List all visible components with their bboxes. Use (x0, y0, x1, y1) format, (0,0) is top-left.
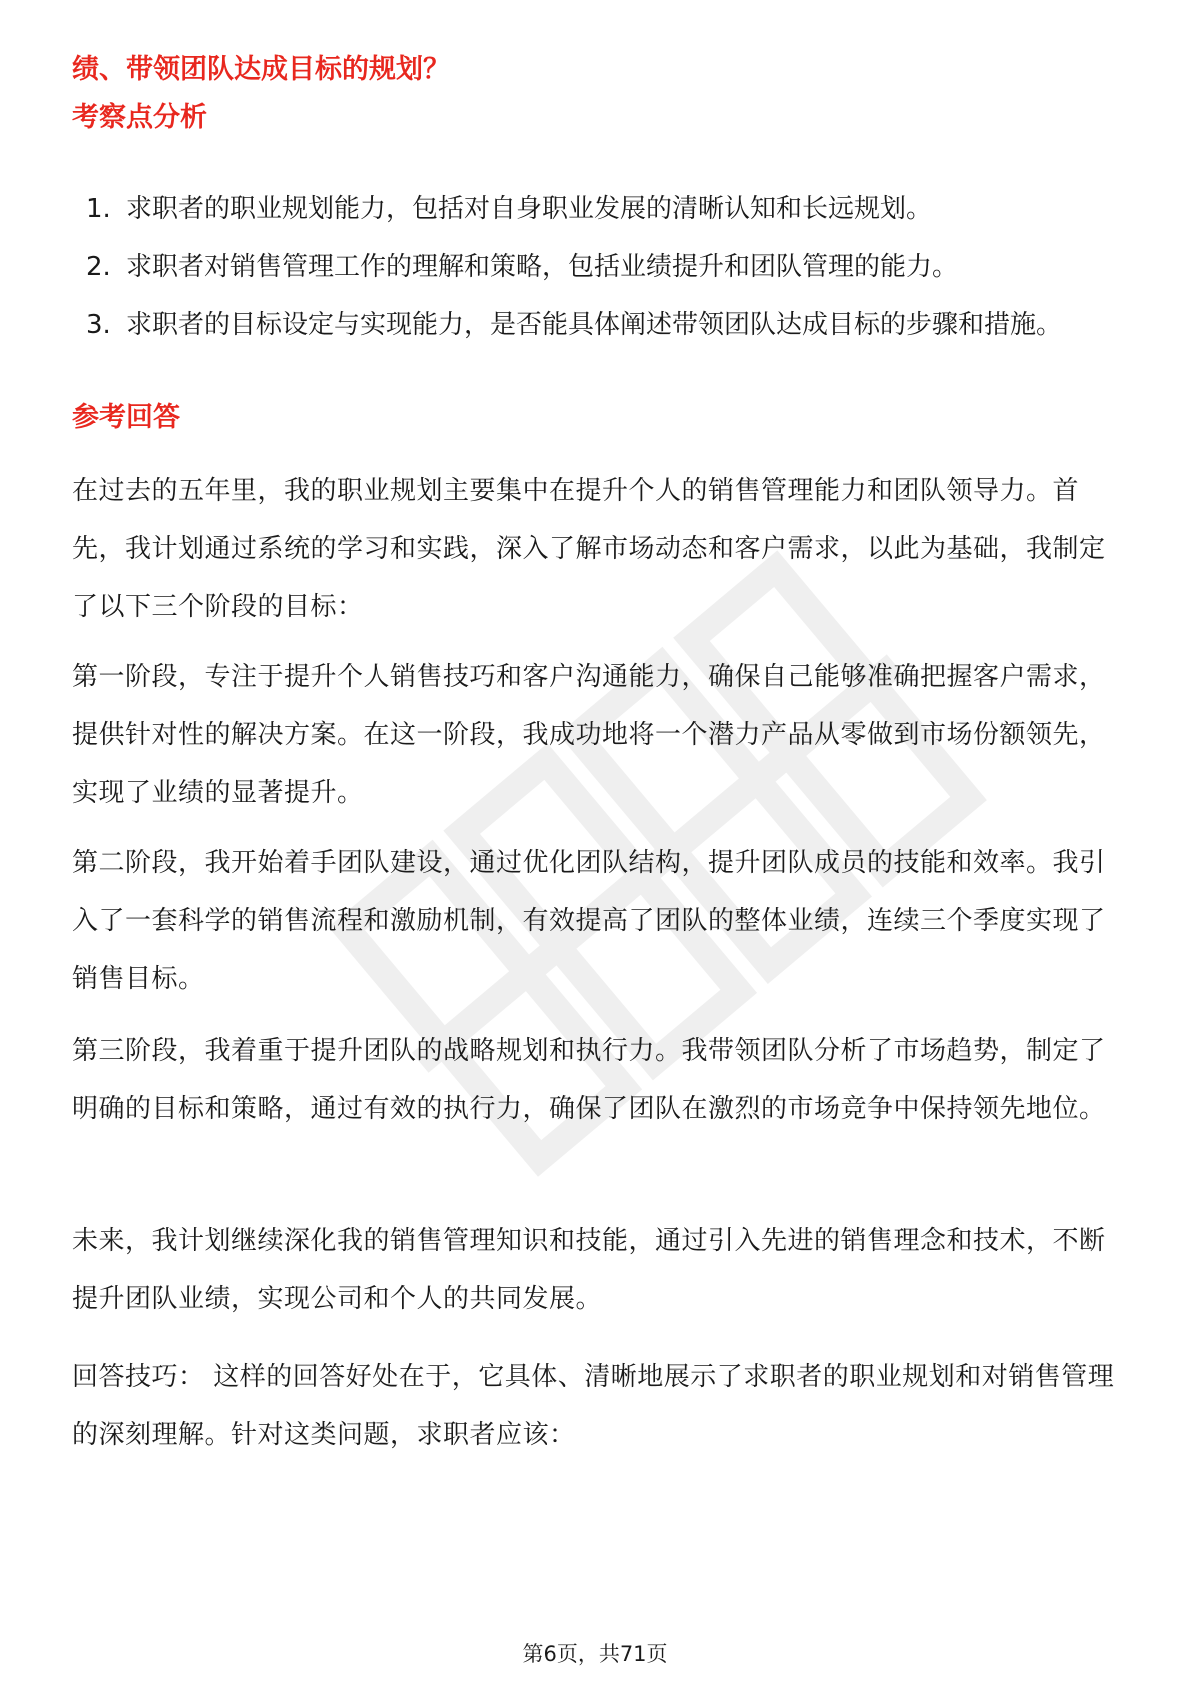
list-item (86, 296, 1116, 354)
list-text: 求职者的职业规划能力，包括对自身职业发展的清晰认知和长远规划。 (126, 194, 933, 224)
analysis-title: 考察点分析 (72, 102, 207, 133)
answer-paragraph: 未来，我计划继续深化我的销售管理知识和技能，通过引入先进的销售理念和技术，不断提升团队业绩，实现公司和个人的共同发展。 (72, 1226, 1106, 1314)
answer-title: 参考回答 (72, 402, 180, 433)
answer-paragraph: 第三阶段，我着重于提升团队的战略规划和执行力。我带领团队分析了市场趋势，制定了明确的目标和策略，通过有效的执行力，确保了团队在激烈的市场竞争中保持领先地位。 (72, 1036, 1106, 1124)
list-item (86, 180, 1116, 238)
analysis-list (86, 180, 1116, 354)
answer-paragraph: 第一阶段，专注于提升个人销售技巧和客户沟通能力，确保自己能够准确把握客户需求，提供针对性的解决方案。在这一阶段，我成功地将一个潜力产品从零做到市场份额领先，实现了业绩的显著提升。 (72, 662, 1106, 808)
list-item (86, 238, 1116, 296)
continued-question: 绩、带领团队达成目标的规划？ (72, 54, 450, 85)
answer-paragraph: 在过去的五年里，我的职业规划主要集中在提升个人的销售管理能力和团队领导力。首先，我计划通过系统的学习和实践，深入了解市场动态和客户需求，以此为基础，我制定了以下三个阶段的目标： (72, 476, 1106, 622)
list-text: 求职者对销售管理工作的理解和策略，包括业绩提升和团队管理的能力。 (126, 252, 959, 282)
list-text: 求职者的目标设定与实现能力，是否能具体阐述带领团队达成目标的步骤和措施。 (126, 310, 1063, 340)
list-number: 3. (86, 310, 111, 340)
list-number: 2. (86, 252, 111, 282)
tips-paragraph: 回答技巧： 这样的回答好处在于，它具体、清晰地展示了求职者的职业规划和对销售管理的深刻理解。针对这类问题，求职者应该： (72, 1362, 1115, 1450)
list-number: 1. (86, 194, 111, 224)
page-number: 第6页，共71页 (522, 1642, 668, 1666)
answer-paragraph: 第二阶段，我开始着手团队建设，通过优化团队结构，提升团队成员的技能和效率。我引入了一套科学的销售流程和激励机制，有效提高了团队的整体业绩，连续三个季度实现了销售目标。 (72, 848, 1106, 994)
